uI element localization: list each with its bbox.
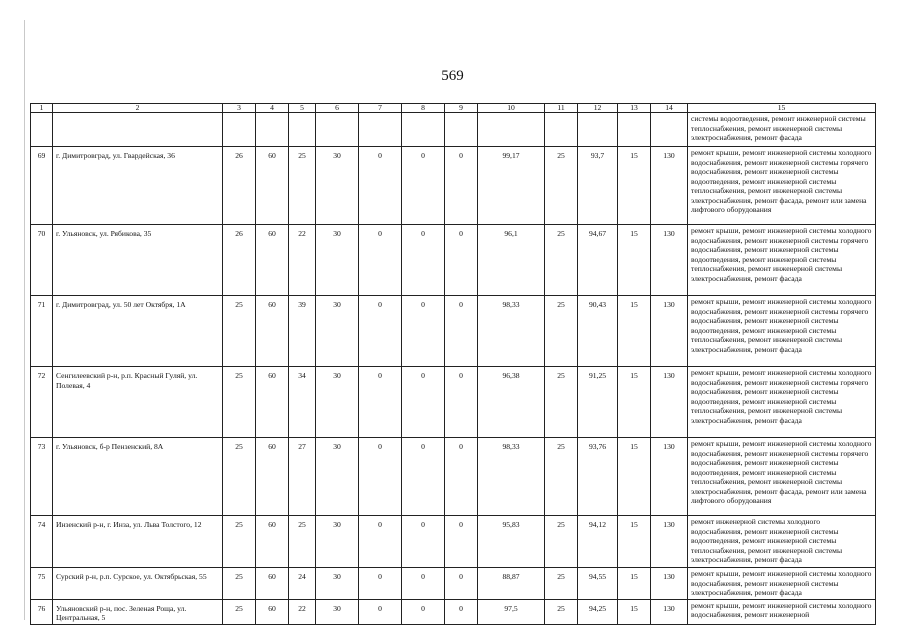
value-cell-col-13: 15: [618, 225, 651, 296]
column-header-3: 3: [223, 104, 256, 113]
value-cell-col-6: 30: [316, 367, 359, 438]
value-cell-col-9: 0: [445, 296, 478, 367]
value-cell-col-13: 15: [618, 367, 651, 438]
value-cell-col-11: 25: [545, 296, 578, 367]
value-cell-col-10: 97,5: [478, 599, 545, 624]
value-cell-col-3: 25: [223, 516, 256, 568]
value-cell-col-10: 96,38: [478, 367, 545, 438]
value-cell-col-11: 25: [545, 599, 578, 624]
works-list-cell: ремонт крыши, ремонт инженерной системы холодного водоснабжения, ремонт инженерной системы электроснабжения, ремонт фасада: [688, 568, 876, 600]
value-cell-col-11: 25: [545, 225, 578, 296]
value-cell-col-9: 0: [445, 367, 478, 438]
value-cell-col-3: 25: [223, 438, 256, 516]
column-header-15: 15: [688, 104, 876, 113]
row-number-cell: 72: [31, 367, 53, 438]
value-cell-col-6: 30: [316, 296, 359, 367]
value-cell-col-4: 60: [256, 147, 289, 225]
value-cell-col-6: 30: [316, 438, 359, 516]
value-cell-col-12: 94,67: [578, 225, 618, 296]
table-row: [31, 516, 876, 568]
value-cell-col-8: [402, 113, 445, 147]
value-cell-col-3: 25: [223, 599, 256, 624]
value-cell-col-6: 30: [316, 147, 359, 225]
value-cell-col-10: 98,33: [478, 438, 545, 516]
value-cell-col-6: [316, 113, 359, 147]
value-cell-col-10: 99,17: [478, 147, 545, 225]
value-cell-col-14: 130: [651, 568, 688, 600]
row-number-cell: 73: [31, 438, 53, 516]
value-cell-col-8: 0: [402, 568, 445, 600]
address-cell: г. Ульяновск, б-р Пензенский, 8А: [53, 438, 223, 516]
table-row: [31, 147, 876, 225]
value-cell-col-10: 96,1: [478, 225, 545, 296]
value-cell-col-3: 25: [223, 568, 256, 600]
row-number-cell: 70: [31, 225, 53, 296]
column-header-4: 4: [256, 104, 289, 113]
value-cell-col-3: 26: [223, 147, 256, 225]
value-cell-col-7: 0: [359, 367, 402, 438]
value-cell-col-8: 0: [402, 599, 445, 624]
value-cell-col-3: 25: [223, 296, 256, 367]
value-cell-col-4: 60: [256, 438, 289, 516]
value-cell-col-10: 95,83: [478, 516, 545, 568]
value-cell-col-5: 22: [289, 225, 316, 296]
value-cell-col-8: 0: [402, 296, 445, 367]
value-cell-col-7: [359, 113, 402, 147]
value-cell-col-13: 15: [618, 438, 651, 516]
value-cell-col-14: 130: [651, 438, 688, 516]
value-cell-col-12: 94,55: [578, 568, 618, 600]
column-header-9: 9: [445, 104, 478, 113]
value-cell-col-4: 60: [256, 225, 289, 296]
column-header-1: 1: [31, 104, 53, 113]
value-cell-col-9: 0: [445, 225, 478, 296]
value-cell-col-4: 60: [256, 568, 289, 600]
column-header-11: 11: [545, 104, 578, 113]
value-cell-col-10: [478, 113, 545, 147]
works-list-cell: ремонт инженерной системы холодного водоснабжения, ремонт инженерной системы водоотведения, ремонт инженерной системы теплоснабжения, ремонт инженерной системы электроснабжения, ремонт фасада: [688, 516, 876, 568]
value-cell-col-6: 30: [316, 225, 359, 296]
column-header-13: 13: [618, 104, 651, 113]
value-cell-col-9: [445, 113, 478, 147]
value-cell-col-12: 90,43: [578, 296, 618, 367]
value-cell-col-5: 22: [289, 599, 316, 624]
table-row: [31, 296, 876, 367]
works-list-cell: ремонт крыши, ремонт инженерной системы холодного водоснабжения, ремонт инженерной: [688, 599, 876, 624]
value-cell-col-14: 130: [651, 599, 688, 624]
address-cell: Сенгилеевский р-н, р.п. Красный Гуляй, ул. Полевая, 4: [53, 367, 223, 438]
works-list-cell: системы водоотведения, ремонт инженерной системы теплоснабжения, ремонт инженерной системы электроснабжения, ремонт фасада: [688, 113, 876, 147]
column-header-12: 12: [578, 104, 618, 113]
value-cell-col-3: 26: [223, 225, 256, 296]
value-cell-col-8: 0: [402, 225, 445, 296]
value-cell-col-5: 27: [289, 438, 316, 516]
value-cell-col-5: 25: [289, 147, 316, 225]
works-list-cell: ремонт крыши, ремонт инженерной системы холодного водоснабжения, ремонт инженерной системы горячего водоснабжения, ремонт инженерной системы водоотведения, ремонт инженерной системы теплоснабжения, ремонт инженерной системы электроснабжения, ремонт фасада: [688, 367, 876, 438]
works-list-cell: ремонт крыши, ремонт инженерной системы холодного водоснабжения, ремонт инженерной системы горячего водоснабжения, ремонт инженерной системы водоотведения, ремонт инженерной системы теплоснабжения, ремонт инженерной системы электроснабжения, ремонт фасада, ремонт или замена лифтового оборудования: [688, 147, 876, 225]
value-cell-col-13: 15: [618, 296, 651, 367]
value-cell-col-12: 93,76: [578, 438, 618, 516]
value-cell-col-13: [618, 113, 651, 147]
value-cell-col-14: 130: [651, 225, 688, 296]
value-cell-col-7: 0: [359, 568, 402, 600]
value-cell-col-14: 130: [651, 296, 688, 367]
value-cell-col-12: 93,7: [578, 147, 618, 225]
value-cell-col-9: 0: [445, 599, 478, 624]
value-cell-col-3: 25: [223, 367, 256, 438]
value-cell-col-3: [223, 113, 256, 147]
page-number: 569: [441, 68, 464, 84]
value-cell-col-7: 0: [359, 438, 402, 516]
value-cell-col-10: 98,33: [478, 296, 545, 367]
value-cell-col-5: 34: [289, 367, 316, 438]
value-cell-col-9: 0: [445, 516, 478, 568]
value-cell-col-12: 94,12: [578, 516, 618, 568]
value-cell-col-13: 15: [618, 599, 651, 624]
repair-schedule-table: [30, 103, 876, 625]
value-cell-col-12: [578, 113, 618, 147]
table-row: [31, 225, 876, 296]
address-cell: Сурский р-н, р.п. Сурское, ул. Октябрьская, 55: [53, 568, 223, 600]
column-header-5: 5: [289, 104, 316, 113]
value-cell-col-11: 25: [545, 516, 578, 568]
value-cell-col-10: 88,87: [478, 568, 545, 600]
row-number-cell: 75: [31, 568, 53, 600]
value-cell-col-9: 0: [445, 438, 478, 516]
value-cell-col-4: 60: [256, 367, 289, 438]
value-cell-col-6: 30: [316, 599, 359, 624]
value-cell-col-13: 15: [618, 568, 651, 600]
value-cell-col-14: 130: [651, 147, 688, 225]
row-number-cell: 71: [31, 296, 53, 367]
value-cell-col-14: 130: [651, 367, 688, 438]
column-header-2: 2: [53, 104, 223, 113]
value-cell-col-12: 91,25: [578, 367, 618, 438]
value-cell-col-13: 15: [618, 516, 651, 568]
value-cell-col-12: 94,25: [578, 599, 618, 624]
value-cell-col-7: 0: [359, 225, 402, 296]
value-cell-col-14: [651, 113, 688, 147]
value-cell-col-9: 0: [445, 147, 478, 225]
value-cell-col-8: 0: [402, 438, 445, 516]
address-cell: [53, 113, 223, 147]
address-cell: г. Ульяновск, ул. Рябикова, 35: [53, 225, 223, 296]
works-list-cell: ремонт крыши, ремонт инженерной системы холодного водоснабжения, ремонт инженерной системы горячего водоснабжения, ремонт инженерной системы водоотведения, ремонт инженерной системы теплоснабжения, ремонт инженерной системы электроснабжения, ремонт фасада: [688, 296, 876, 367]
row-number-cell: 74: [31, 516, 53, 568]
address-cell: г. Димитровград, ул. 50 лет Октября, 1А: [53, 296, 223, 367]
value-cell-col-14: 130: [651, 516, 688, 568]
value-cell-col-8: 0: [402, 367, 445, 438]
column-header-7: 7: [359, 104, 402, 113]
scan-edge-line: [24, 20, 25, 620]
value-cell-col-4: 60: [256, 599, 289, 624]
table-row: [31, 367, 876, 438]
value-cell-col-4: [256, 113, 289, 147]
table-row: [31, 438, 876, 516]
address-cell: Ульяновский р-н, пос. Зеленая Роща, ул. Центральная, 5: [53, 599, 223, 624]
value-cell-col-4: 60: [256, 516, 289, 568]
table-row: [31, 568, 876, 600]
value-cell-col-11: 25: [545, 147, 578, 225]
value-cell-col-6: 30: [316, 516, 359, 568]
value-cell-col-7: 0: [359, 516, 402, 568]
column-header-8: 8: [402, 104, 445, 113]
value-cell-col-6: 30: [316, 568, 359, 600]
column-number-row: [31, 104, 876, 113]
table-row: [31, 113, 876, 147]
column-header-10: 10: [478, 104, 545, 113]
value-cell-col-7: 0: [359, 599, 402, 624]
value-cell-col-11: [545, 113, 578, 147]
column-header-14: 14: [651, 104, 688, 113]
works-list-cell: ремонт крыши, ремонт инженерной системы холодного водоснабжения, ремонт инженерной системы горячего водоснабжения, ремонт инженерной системы водоотведения, ремонт инженерной системы теплоснабжения, ремонт инженерной системы электроснабжения, ремонт фасада, ремонт или замена лифтового оборудования: [688, 438, 876, 516]
row-number-cell: 76: [31, 599, 53, 624]
value-cell-col-13: 15: [618, 147, 651, 225]
value-cell-col-8: 0: [402, 516, 445, 568]
value-cell-col-5: 25: [289, 516, 316, 568]
value-cell-col-11: 25: [545, 367, 578, 438]
column-header-6: 6: [316, 104, 359, 113]
value-cell-col-5: [289, 113, 316, 147]
value-cell-col-9: 0: [445, 568, 478, 600]
value-cell-col-7: 0: [359, 296, 402, 367]
value-cell-col-5: 39: [289, 296, 316, 367]
row-number-cell: [31, 113, 53, 147]
value-cell-col-4: 60: [256, 296, 289, 367]
value-cell-col-8: 0: [402, 147, 445, 225]
address-cell: Инзенский р-н, г. Инза, ул. Льва Толстого, 12: [53, 516, 223, 568]
value-cell-col-11: 25: [545, 438, 578, 516]
value-cell-col-5: 24: [289, 568, 316, 600]
table-row: [31, 599, 876, 624]
value-cell-col-11: 25: [545, 568, 578, 600]
works-list-cell: ремонт крыши, ремонт инженерной системы холодного водоснабжения, ремонт инженерной системы горячего водоснабжения, ремонт инженерной системы водоотведения, ремонт инженерной системы теплоснабжения, ремонт инженерной системы электроснабжения, ремонт фасада: [688, 225, 876, 296]
value-cell-col-7: 0: [359, 147, 402, 225]
row-number-cell: 69: [31, 147, 53, 225]
address-cell: г. Димитровград, ул. Гвардейская, 36: [53, 147, 223, 225]
